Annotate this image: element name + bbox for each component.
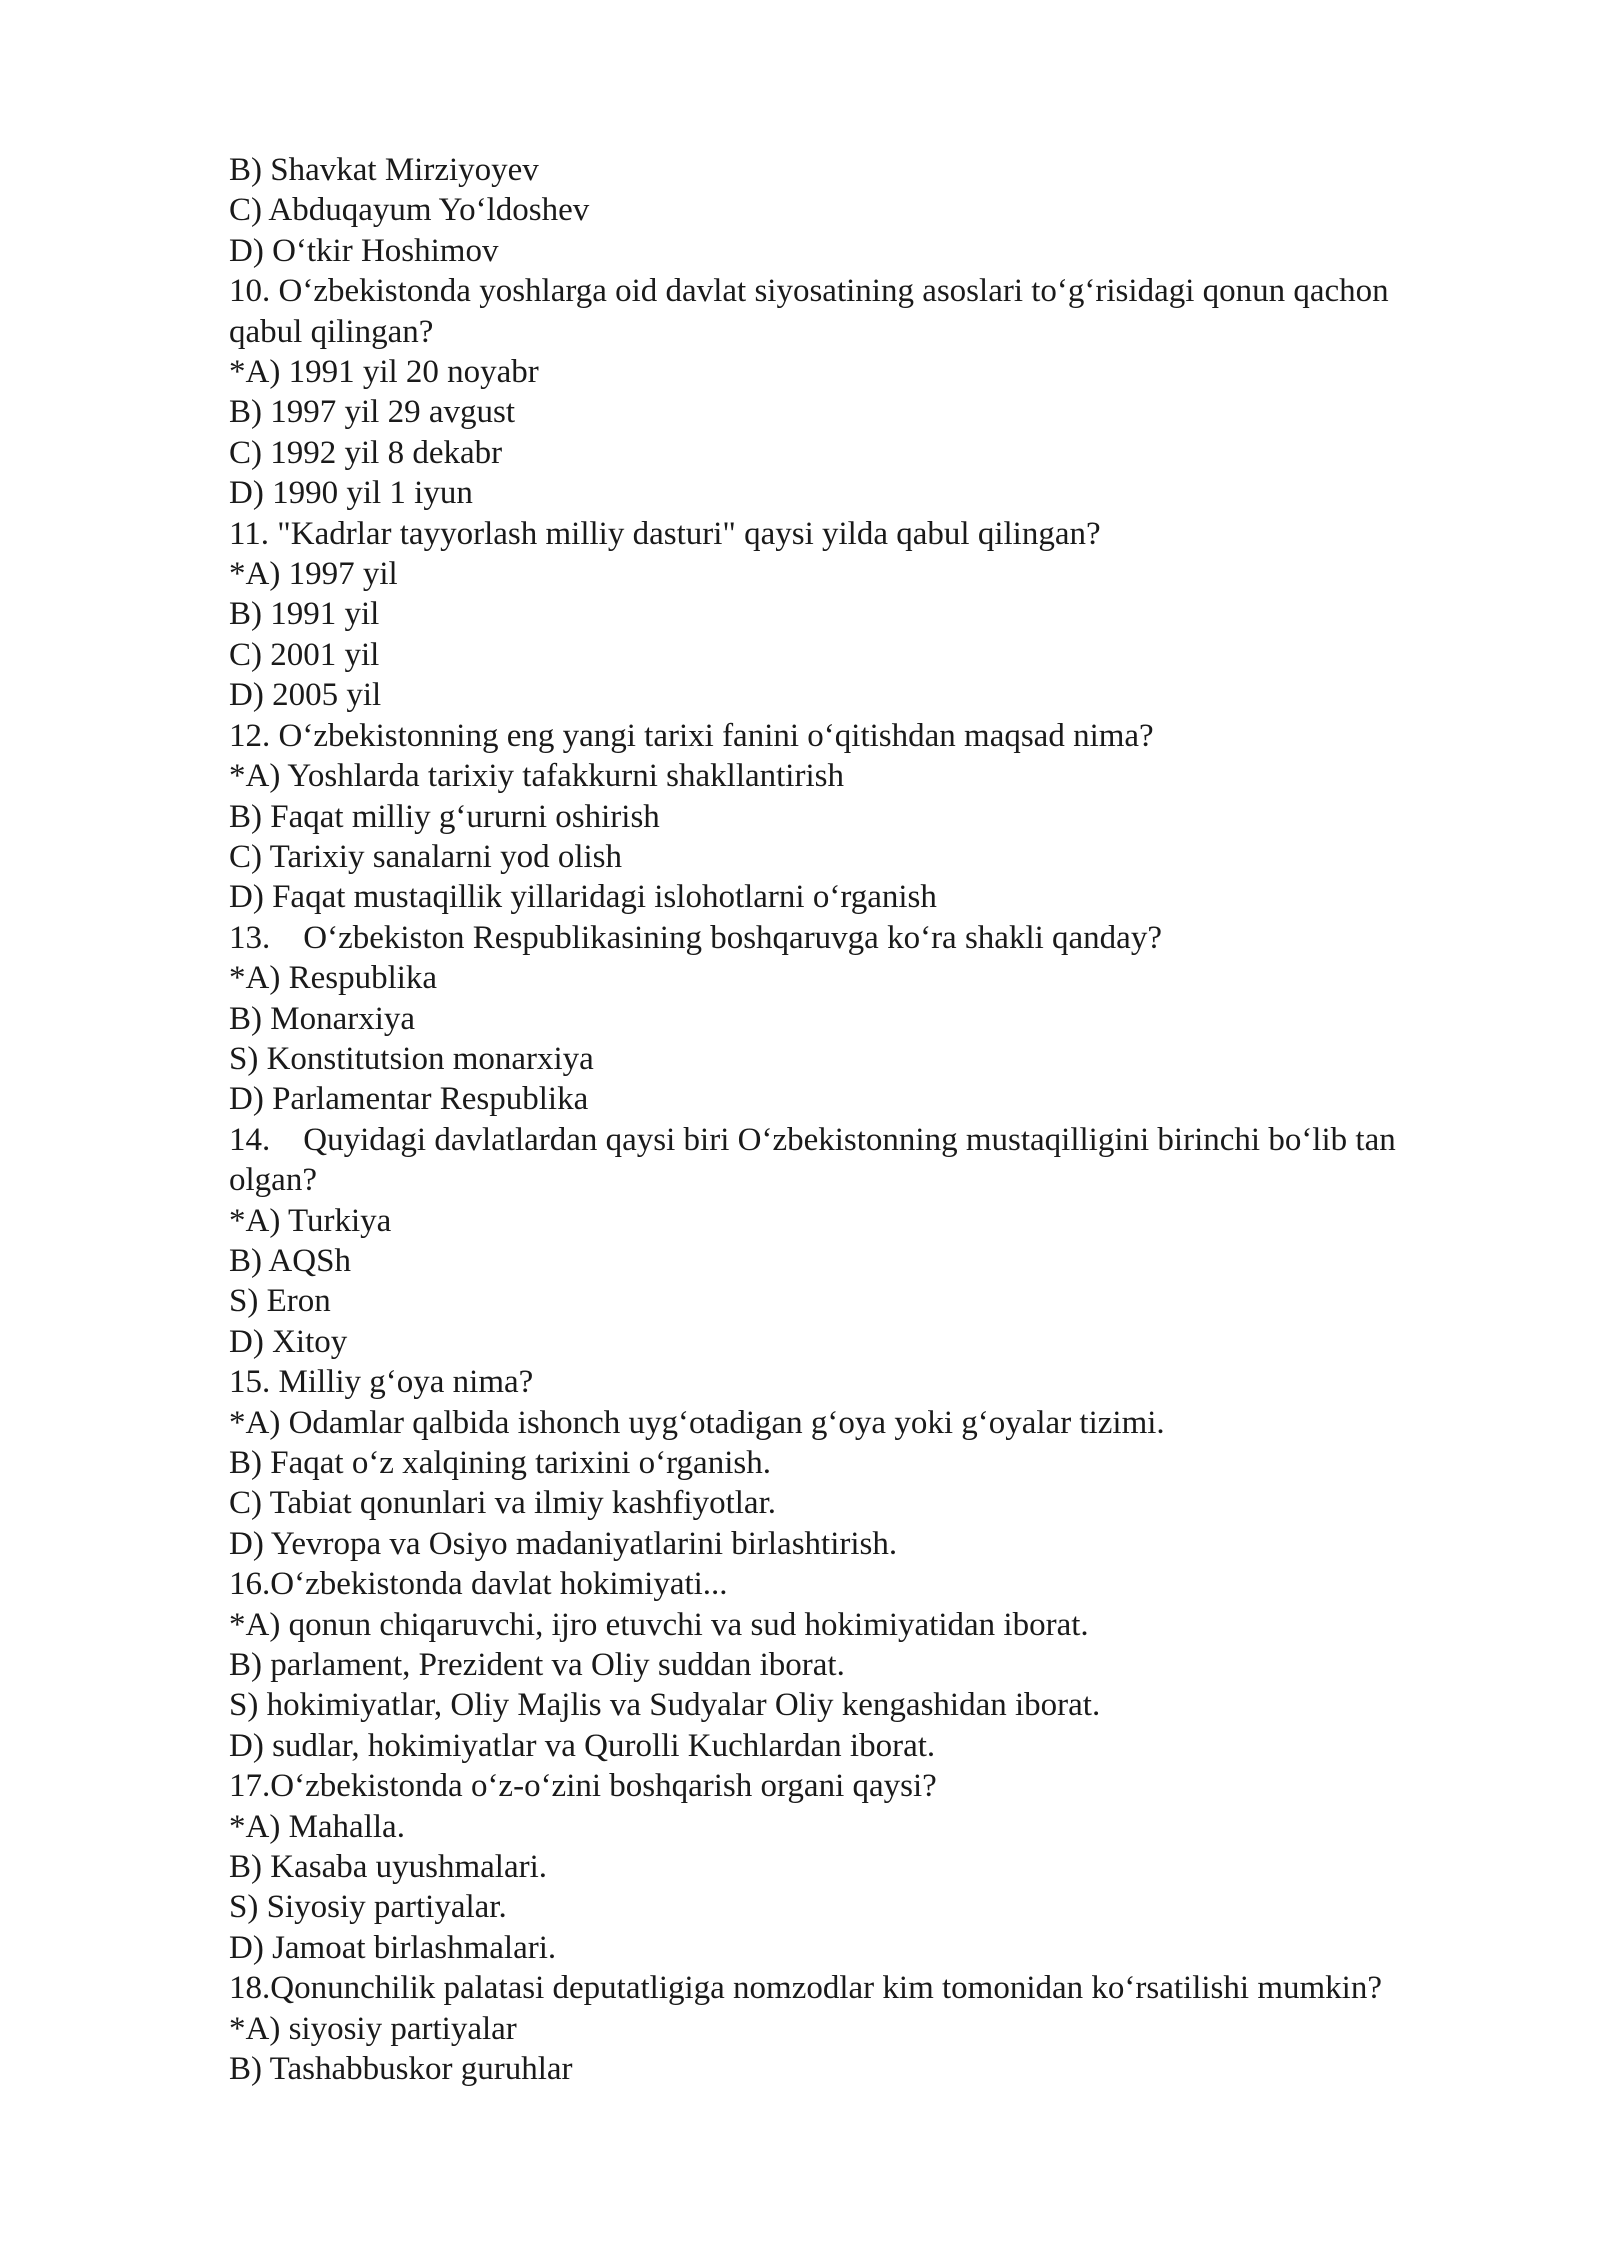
answer-option: D) Parlamentar Respublika <box>229 1081 589 1118</box>
question-text: 12. O‘zbekistonning eng yangi tarixi fanini o‘qitishdan maqsad nima? <box>229 717 1154 754</box>
answer-option: S) Siyosiy partiyalar. <box>229 1889 507 1926</box>
correct-answer-option: *A) siyosiy partiyalar <box>229 2010 517 2047</box>
correct-answer-option: *A) qonun chiqaruvchi, ijro etuvchi va sud hokimiyatidan iborat. <box>229 1606 1089 1643</box>
answer-option: B) Monarxiya <box>229 1000 416 1037</box>
answer-option: D) Faqat mustaqillik yillaridagi islohotlarni o‘rganish <box>229 879 937 916</box>
question-text: 15. Milliy g‘oya nima? <box>229 1364 534 1401</box>
correct-answer-option: *A) 1991 yil 20 noyabr <box>229 354 539 391</box>
answer-option: B) 1991 yil <box>229 596 380 633</box>
answer-option: D) sudlar, hokimiyatlar va Qurolli Kuchlardan iborat. <box>229 1727 936 1764</box>
answer-option: B) Faqat milliy g‘ururni oshirish <box>229 798 660 835</box>
question-text: 11. "Kadrlar tayyorlash milliy dasturi" qaysi yilda qabul qilingan? <box>229 515 1101 552</box>
answer-option: B) Tashabbuskor guruhlar <box>229 2051 573 2088</box>
question-text: 18.Qonunchilik palatasi deputatligiga nomzodlar kim tomonidan ko‘rsatilishi mumkin? <box>229 1970 1382 2007</box>
correct-answer-option: *A) 1997 yil <box>229 556 398 593</box>
answer-option: D) O‘tkir Hoshimov <box>229 232 499 269</box>
answer-option: B) Kasaba uyushmalari. <box>229 1849 547 1886</box>
question-text: 17.O‘zbekistonda o‘z-o‘zini boshqarish organi qaysi? <box>229 1768 937 1805</box>
answer-option: C) Tabiat qonunlari va ilmiy kashfiyotlar. <box>229 1485 776 1522</box>
answer-option: S) Eron <box>229 1283 331 1320</box>
answer-option: D) Yevropa va Osiyo madaniyatlarini birlashtirish. <box>229 1525 898 1562</box>
answer-option: D) 1990 yil 1 iyun <box>229 475 473 512</box>
answer-option: B) Shavkat Mirziyoyev <box>229 152 539 188</box>
answer-option: D) Xitoy <box>229 1323 348 1360</box>
question-text: 14. Quyidagi davlatlardan qaysi biri O‘zbekistonning mustaqilligini birinchi bo‘lib tan <box>229 1121 1396 1158</box>
answer-option: B) parlament, Prezident va Oliy suddan iborat. <box>229 1647 845 1684</box>
correct-answer-option: *A) Turkiya <box>229 1202 392 1239</box>
answer-option: C) 1992 yil 8 dekabr <box>229 434 503 471</box>
correct-answer-option: *A) Yoshlarda tarixiy tafakkurni shakllantirish <box>229 758 844 795</box>
correct-answer-option: *A) Mahalla. <box>229 1808 405 1845</box>
answer-option: B) AQSh <box>229 1242 351 1279</box>
question-text: 13. O‘zbekiston Respublikasining boshqaruvga ko‘ra shakli qanday? <box>229 919 1162 956</box>
answer-option: S) hokimiyatlar, Oliy Majlis va Sudyalar Oliy kengashidan iborat. <box>229 1687 1101 1724</box>
answer-option: C) Tarixiy sanalarni yod olish <box>229 838 623 875</box>
document-text <box>229 150 1489 2090</box>
answer-option: C) 2001 yil <box>229 636 380 673</box>
answer-option: D) Jamoat birlashmalari. <box>229 1929 557 1966</box>
answer-option: C) Abduqayum Yo‘ldoshev <box>229 192 590 229</box>
question-text: 16.O‘zbekistonda davlat hokimiyati... <box>229 1566 728 1603</box>
answer-option: B) 1997 yil 29 avgust <box>229 394 515 431</box>
answer-option: B) Faqat o‘z xalqining tarixini o‘rganish. <box>229 1445 771 1481</box>
question-text-continued: qabul qilingan? <box>229 313 434 350</box>
question-text-continued: olgan? <box>229 1162 317 1199</box>
question-text: 10. O‘zbekistonda yoshlarga oid davlat siyosatining asoslari to‘g‘risidagi qonun qachon <box>229 273 1389 310</box>
answer-option: D) 2005 yil <box>229 677 382 714</box>
correct-answer-option: *A) Odamlar qalbida ishonch uyg‘otadigan g‘oya yoki g‘oyalar tizimi. <box>229 1404 1165 1441</box>
answer-option: S) Konstitutsion monarxiya <box>229 1040 594 1077</box>
correct-answer-option: *A) Respublika <box>229 960 438 997</box>
